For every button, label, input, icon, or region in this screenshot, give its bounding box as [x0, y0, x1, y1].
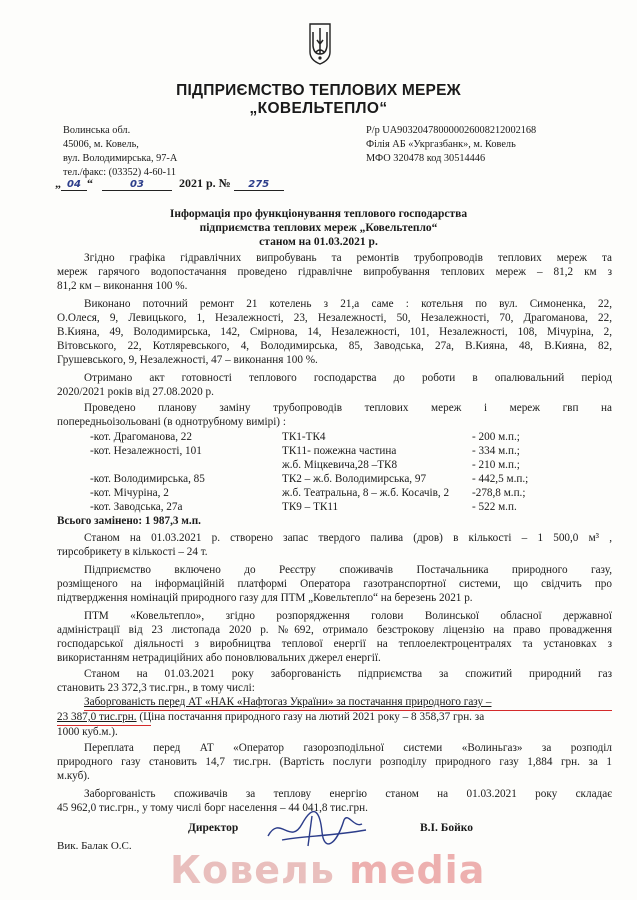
- date-year-label: 2021 р. №: [179, 176, 231, 190]
- para-pipe-replacement-line: Проведено планову заміну трубопроводів теплових мереж і мереж гвп на: [84, 402, 612, 414]
- para-overpayment-line: м.куб).: [57, 770, 90, 782]
- pipe-row-length: - 522 м.п.: [472, 501, 517, 513]
- doc-title-line1: Інформація про функціонування теплового господарства: [169, 208, 468, 220]
- para-consumer-debt-line: Заборгованість споживачів за теплову енергію станом на 01.03.2021 року складає: [84, 788, 612, 800]
- para-gas-debt-line: становить 23 372,3 тис.грн., в тому числі:: [57, 682, 255, 694]
- para-readiness-act-line: Отримано акт готовності теплового господарства до роботи в опалювальний період: [84, 372, 612, 384]
- para-repairs-line: Грушевського, 9, Незалежності, 47 – виконання 100 %.: [57, 354, 318, 366]
- pipes-total: Всього замінено: 1 987,3 м.п.: [57, 515, 201, 527]
- para-gas-debt-line: 1000 куб.м.).: [57, 726, 118, 738]
- para-license-line: господарської діяльності з виробництва теплової енергії на теплоелектроцентралях та установках з: [57, 638, 612, 650]
- para-fuel-stock-line: Станом на 01.03.2021 р. створено запас твердого палива (дров) в кількості – 1 500,0 м³ ,: [84, 532, 612, 544]
- bank-line: Філія АБ «Укргазбанк», м. Ковель: [366, 139, 516, 150]
- para-gas-registry-line: підтвердження номінацій природного газу для ПТМ „Ковельтепло“ на березень 2021 р.: [57, 592, 473, 604]
- para-repairs-line: Вітовського, 22, Котляревського, 4, Володимирська, 85, Заводська, 27а, В.Кияна, 48, В.Кияна, 82,: [57, 340, 612, 352]
- para-readiness-act-line: 2020/2021 років від 27.08.2020 р.: [57, 386, 214, 398]
- date-line: [55, 176, 284, 191]
- gas-price-note: (Ціна постачання природного газу на лютий 2021 року – 8 358,37 грн. за: [136, 711, 485, 723]
- naftogaz-debt-line: Заборгованість перед АТ «НАК «Нафтогаз України» за постачання природного газу –: [84, 696, 492, 708]
- pipe-row-section: ТК2 – ж.б. Володимирська, 97: [282, 473, 427, 485]
- pipe-row-length: - 210 м.п.;: [472, 459, 520, 471]
- para-fuel-stock-line: тирсобрикету в кількості – 24 т.: [57, 546, 208, 558]
- doc-title-line3: станом на 01.03.2021 р.: [259, 236, 378, 248]
- para-license-line: ПТМ «Ковельтепло», згідно розпорядження голови Волинської обласної державної: [84, 610, 612, 622]
- signature-position: Директор: [188, 822, 239, 834]
- para-repairs-line: Виконано поточний ремонт 21 котелень з 21,а саме : котельня по вул. Симоненка, 22,: [84, 298, 612, 310]
- para-repairs-line: О.Олеся, 9, Левицького, 1, Незалежності, 23, Незалежності, 50, Незалежності, 70, Драгоманова, 22,: [57, 312, 612, 324]
- para-overpayment-line: природного газу становить 14,7 тис.грн. (Вартість послуги розподілу природного газу 1,884 грн. за 1: [57, 756, 612, 768]
- pipe-row-street: -кот. Заводська, 27а: [90, 501, 183, 513]
- para-gas-debt-line: Станом на 01.03.2021 року заборгованість підприємства за спожитий природний газ: [84, 668, 612, 680]
- para-hydraulic-tests-line: мереж гарячого водопостачання проведено гідравлічне випробування теплових мереж – 81,2 км з: [57, 266, 612, 278]
- pipe-row-section: ТК1-ТК4: [282, 431, 326, 443]
- para-gas-registry-line: розміщеного на інформаційній платформі Оператора газотранспортної системи, що свідчить про: [57, 578, 612, 590]
- address-line: вул. Володимирська, 97-А: [63, 153, 178, 164]
- naftogaz-debt-amount: 23 387,0 тис.грн.: [57, 711, 137, 723]
- pipe-row-section: ж.б. Міцкевича,28 –ТК8: [282, 459, 398, 471]
- para-gas-registry-line: Підприємство включено до Реєстру споживачів Постачальника природного газу,: [84, 564, 612, 576]
- address-line: Волинська обл.: [63, 125, 131, 136]
- pipe-row-section: ж.б. Театральна, 8 – ж.б. Косачів, 2: [282, 487, 450, 499]
- pipe-row-length: - 442,5 м.п.;: [472, 473, 529, 485]
- pipe-row-street: -кот. Володимирська, 85: [90, 473, 205, 485]
- org-name-line1: ПІДПРИЄМСТВО ТЕПЛОВИХ МЕРЕЖ: [176, 82, 461, 99]
- handwritten-signature-icon: [262, 806, 372, 850]
- para-overpayment-line: Переплата перед АТ «Оператор газорозподільної системи «Волиньгаз» за розподіл: [84, 742, 612, 754]
- doc-number-handwritten: 275: [234, 179, 284, 191]
- pipe-row-street: -кот. Мічуріна, 2: [90, 487, 169, 499]
- pipe-row-length: -278,8 м.п.;: [472, 487, 526, 499]
- doc-title-line2: підприємства теплових мереж „Ковельтепло“: [199, 222, 438, 234]
- pipe-row-street: -кот. Незалежності, 101: [90, 445, 202, 457]
- para-consumer-debt-line: 45 962,0 тис.грн., у тому числі борг населення – 44 041,8 тис.грн.: [57, 802, 368, 814]
- para-hydraulic-tests-line: 81,2 км – виконання 100 %.: [57, 280, 188, 292]
- address-line: 45006, м. Ковель,: [63, 139, 139, 150]
- pipe-row-section: ТК9 – ТК11: [282, 501, 339, 513]
- para-hydraulic-tests-line: Згідно графіка гідравлічних випробувань та ремонтів трубопроводів теплових мереж та: [84, 252, 612, 264]
- date-open-quote: „: [55, 176, 61, 190]
- date-close-quote: “: [87, 176, 93, 190]
- address-line: тел./факс: (03352) 4-60-11: [63, 167, 177, 178]
- pipe-row-length: - 200 м.п.;: [472, 431, 520, 443]
- para-gas-debt-line: [57, 711, 484, 723]
- date-day-handwritten: 04: [61, 179, 87, 191]
- executor-name: Вик. Балак О.С.: [57, 840, 132, 852]
- pipe-row-street: -кот. Драгоманова, 22: [90, 431, 192, 443]
- watermark-part1: Ковель: [170, 848, 335, 892]
- watermark-part2: media: [349, 848, 486, 892]
- date-month-handwritten: 03: [102, 179, 172, 191]
- trident-emblem-icon: [308, 22, 332, 66]
- bank-line: МФО 320478 код 30514446: [366, 153, 486, 164]
- pipe-row-length: - 334 м.п.;: [472, 445, 520, 457]
- pipe-row-section: ТК11- пожежна частина: [282, 445, 397, 457]
- bank-line: Р/р UA903204780000026008212002168: [366, 125, 537, 136]
- para-repairs-line: В.Кияна, 49, Володимирська, 142, Смірнова, 14, Незалежності, 101, Незалежності, 108, Мічуріна, 2,: [57, 326, 612, 338]
- org-name-line2: „КОВЕЛЬТЕПЛО“: [249, 100, 388, 117]
- signatory-name: В.І. Бойко: [420, 822, 473, 834]
- para-pipe-replacement-line: попередньоізольовані (в однотрубному вимірі) :: [57, 416, 286, 428]
- para-license-line: адміністрації від 23 листопада 2020 р. №692, отримало безстрокову ліцензію на право провадження: [57, 624, 612, 636]
- watermark: [170, 848, 485, 892]
- para-license-line: використанням нетрадиційних або поновлювальних джерел енергії.: [57, 652, 381, 664]
